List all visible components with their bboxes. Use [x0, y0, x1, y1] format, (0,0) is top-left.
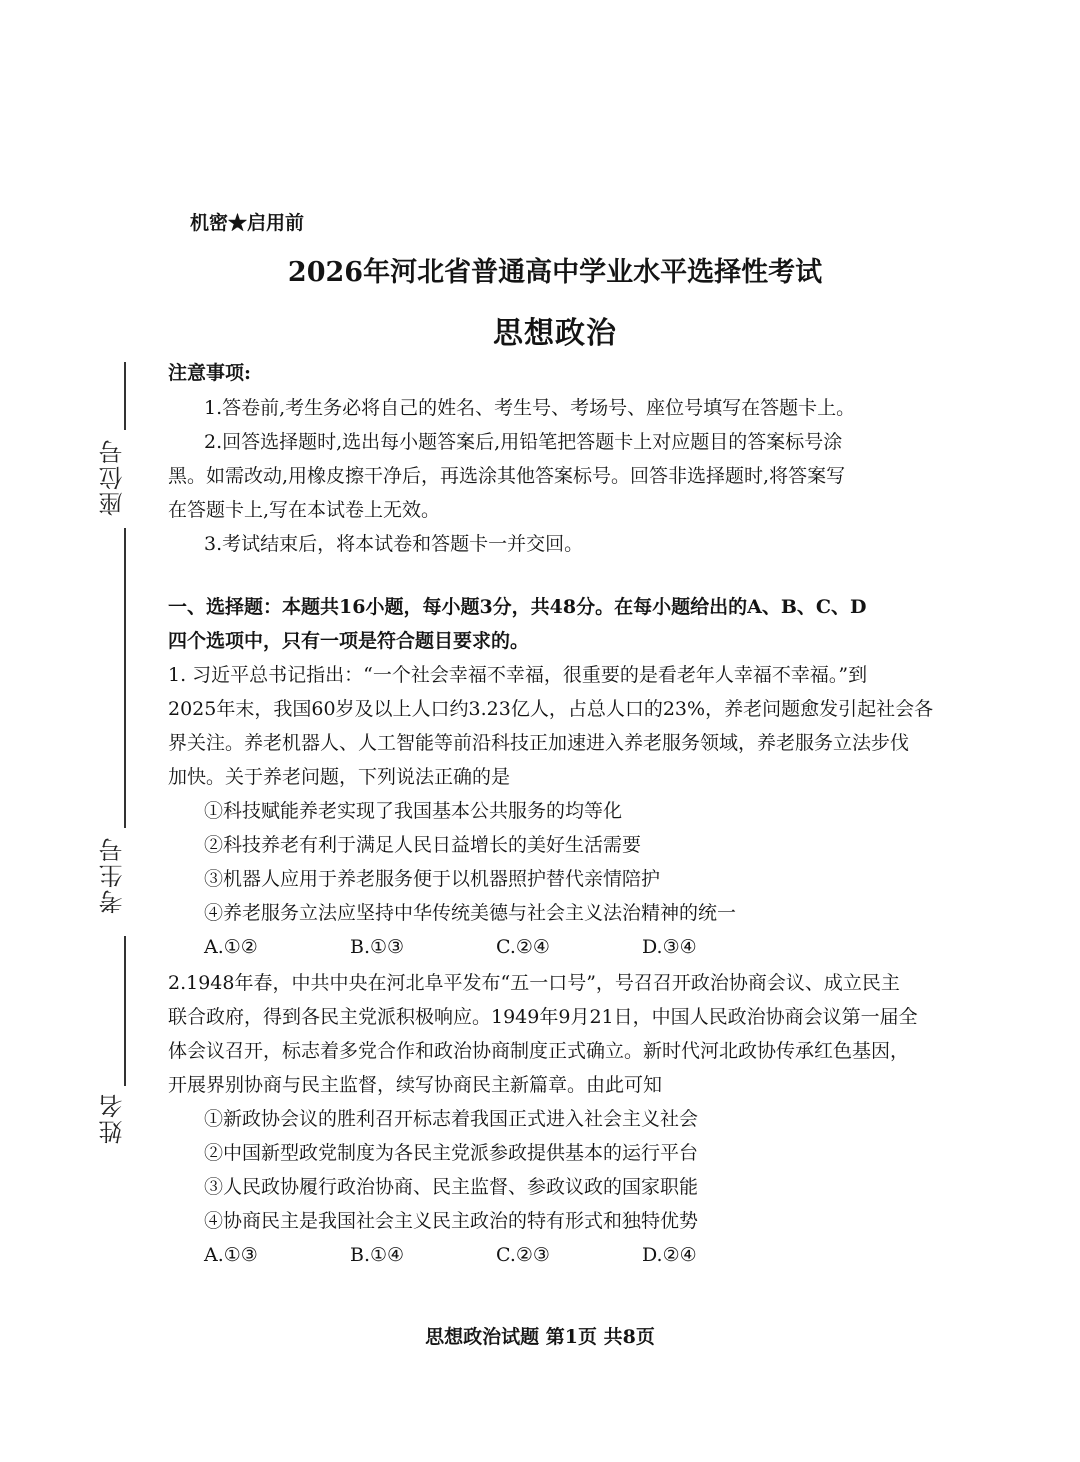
- q2-stem-line-2: 联合政府，得到各民主党派积极响应。1949年9月21日，中国人民政治协商会议第一届全: [168, 1006, 918, 1028]
- q1-statement-1: ①科技赋能养老实现了我国基本公共服务的均等化: [204, 800, 623, 822]
- q2-stem-line-4: 开展界别协商与民主监督，续写协商民主新篇章。由此可知: [168, 1074, 663, 1096]
- notice-heading: 注意事项:: [168, 362, 252, 384]
- confidential-mark: 机密★启用前: [190, 212, 305, 234]
- q2-choices: [168, 1238, 968, 1272]
- q2-choice-a: A.①③: [204, 1244, 258, 1266]
- q1-choice-b: B.①③: [350, 936, 405, 958]
- exam-number-label: 考生号: [99, 836, 127, 914]
- section-1-line-1: 一、选择题：本题共16小题，每小题3分，共48分。在每小题给出的A、B、C、D: [168, 596, 867, 618]
- q2-statement-2: ②中国新型政党制度为各民主党派参政提供基本的运行平台: [204, 1142, 699, 1164]
- notice-item-1: 1.答卷前,考生务必将自己的姓名、考生号、考场号、座位号填写在答题卡上。: [204, 397, 856, 419]
- name-label: 姓名: [99, 1092, 127, 1144]
- q2-statement-1: ①新政协会议的胜利召开标志着我国正式进入社会主义社会: [204, 1108, 699, 1130]
- q2-choice-b: B.①④: [350, 1244, 405, 1266]
- notice-item-3: 3.考试结束后，将本试卷和答题卡一并交回。: [204, 533, 584, 555]
- q2-choice-c: C.②③: [496, 1244, 550, 1266]
- q1-stem-line-2: 2025年末，我国60岁及以上人口约3.23亿人，占总人口的23%，养老问题愈发引起社会各: [168, 698, 934, 720]
- q2-statement-3: ③人民政协履行政治协商、民主监督、参政议政的国家职能: [204, 1176, 699, 1198]
- question-1: [168, 658, 968, 964]
- q1-choice-d: D.③④: [642, 936, 697, 958]
- q2-stem-line-3: 体会议召开，标志着多党合作和政治协商制度正式确立。新时代河北政协传承红色基因，: [168, 1040, 910, 1062]
- notice-item-2-line-1: 2.回答选择题时,选出每小题答案后,用铅笔把答题卡上对应题目的答案标号涂: [204, 431, 843, 453]
- seat-number-label: 座位号: [99, 438, 127, 516]
- question-2: [168, 966, 968, 1272]
- section-1-line-2: 四个选项中，只有一项是符合题目要求的。: [168, 630, 530, 652]
- q1-choices: [168, 930, 968, 964]
- notice-block: [168, 391, 968, 561]
- exam-title: 2026年河北省普通高中学业水平选择性考试: [287, 257, 823, 288]
- page-footer: 思想政治试题 第1页 共8页: [425, 1326, 655, 1348]
- q1-statement-3: ③机器人应用于养老服务便于以机器照护替代亲情陪护: [204, 868, 661, 890]
- section-1-instructions: [168, 590, 968, 658]
- q1-choice-a: A.①②: [204, 936, 258, 958]
- notice-item-2-line-2: 黑。如需改动,用橡皮擦干净后，再选涂其他答案标号。回答非选择题时,将答案写: [168, 465, 846, 487]
- q2-statement-4: ④协商民主是我国社会主义民主政治的特有形式和独特优势: [204, 1210, 699, 1232]
- subject-title: 思想政治: [493, 316, 617, 351]
- binding-line-exam-name: [124, 936, 126, 1086]
- notice-item-2-line-3: 在答题卡上,写在本试卷上无效。: [168, 499, 441, 521]
- q1-statement-2: ②科技养老有利于满足人民日益增长的美好生活需要: [204, 834, 642, 856]
- binding-line-seat-exam: [124, 528, 126, 828]
- q1-stem-line-4: 加快。关于养老问题，下列说法正确的是: [168, 766, 511, 788]
- q1-statement-4: ④养老服务立法应坚持中华传统美德与社会主义法治精神的统一: [204, 902, 737, 924]
- q1-choice-c: C.②④: [496, 936, 550, 958]
- q1-stem-line-3: 界关注。养老机器人、人工智能等前沿科技正加速进入养老服务领域，养老服务立法步伐: [168, 732, 910, 754]
- q1-stem-line-1: 1. 习近平总书记指出：“一个社会幸福不幸福，很重要的是看老年人幸福不幸福。”到: [168, 664, 868, 686]
- binding-line-top: [124, 362, 126, 430]
- q2-stem-line-1: 2.1948年春，中共中央在河北阜平发布“五一口号”，号召召开政治协商会议、成立民主: [168, 972, 900, 994]
- q2-choice-d: D.②④: [642, 1244, 697, 1266]
